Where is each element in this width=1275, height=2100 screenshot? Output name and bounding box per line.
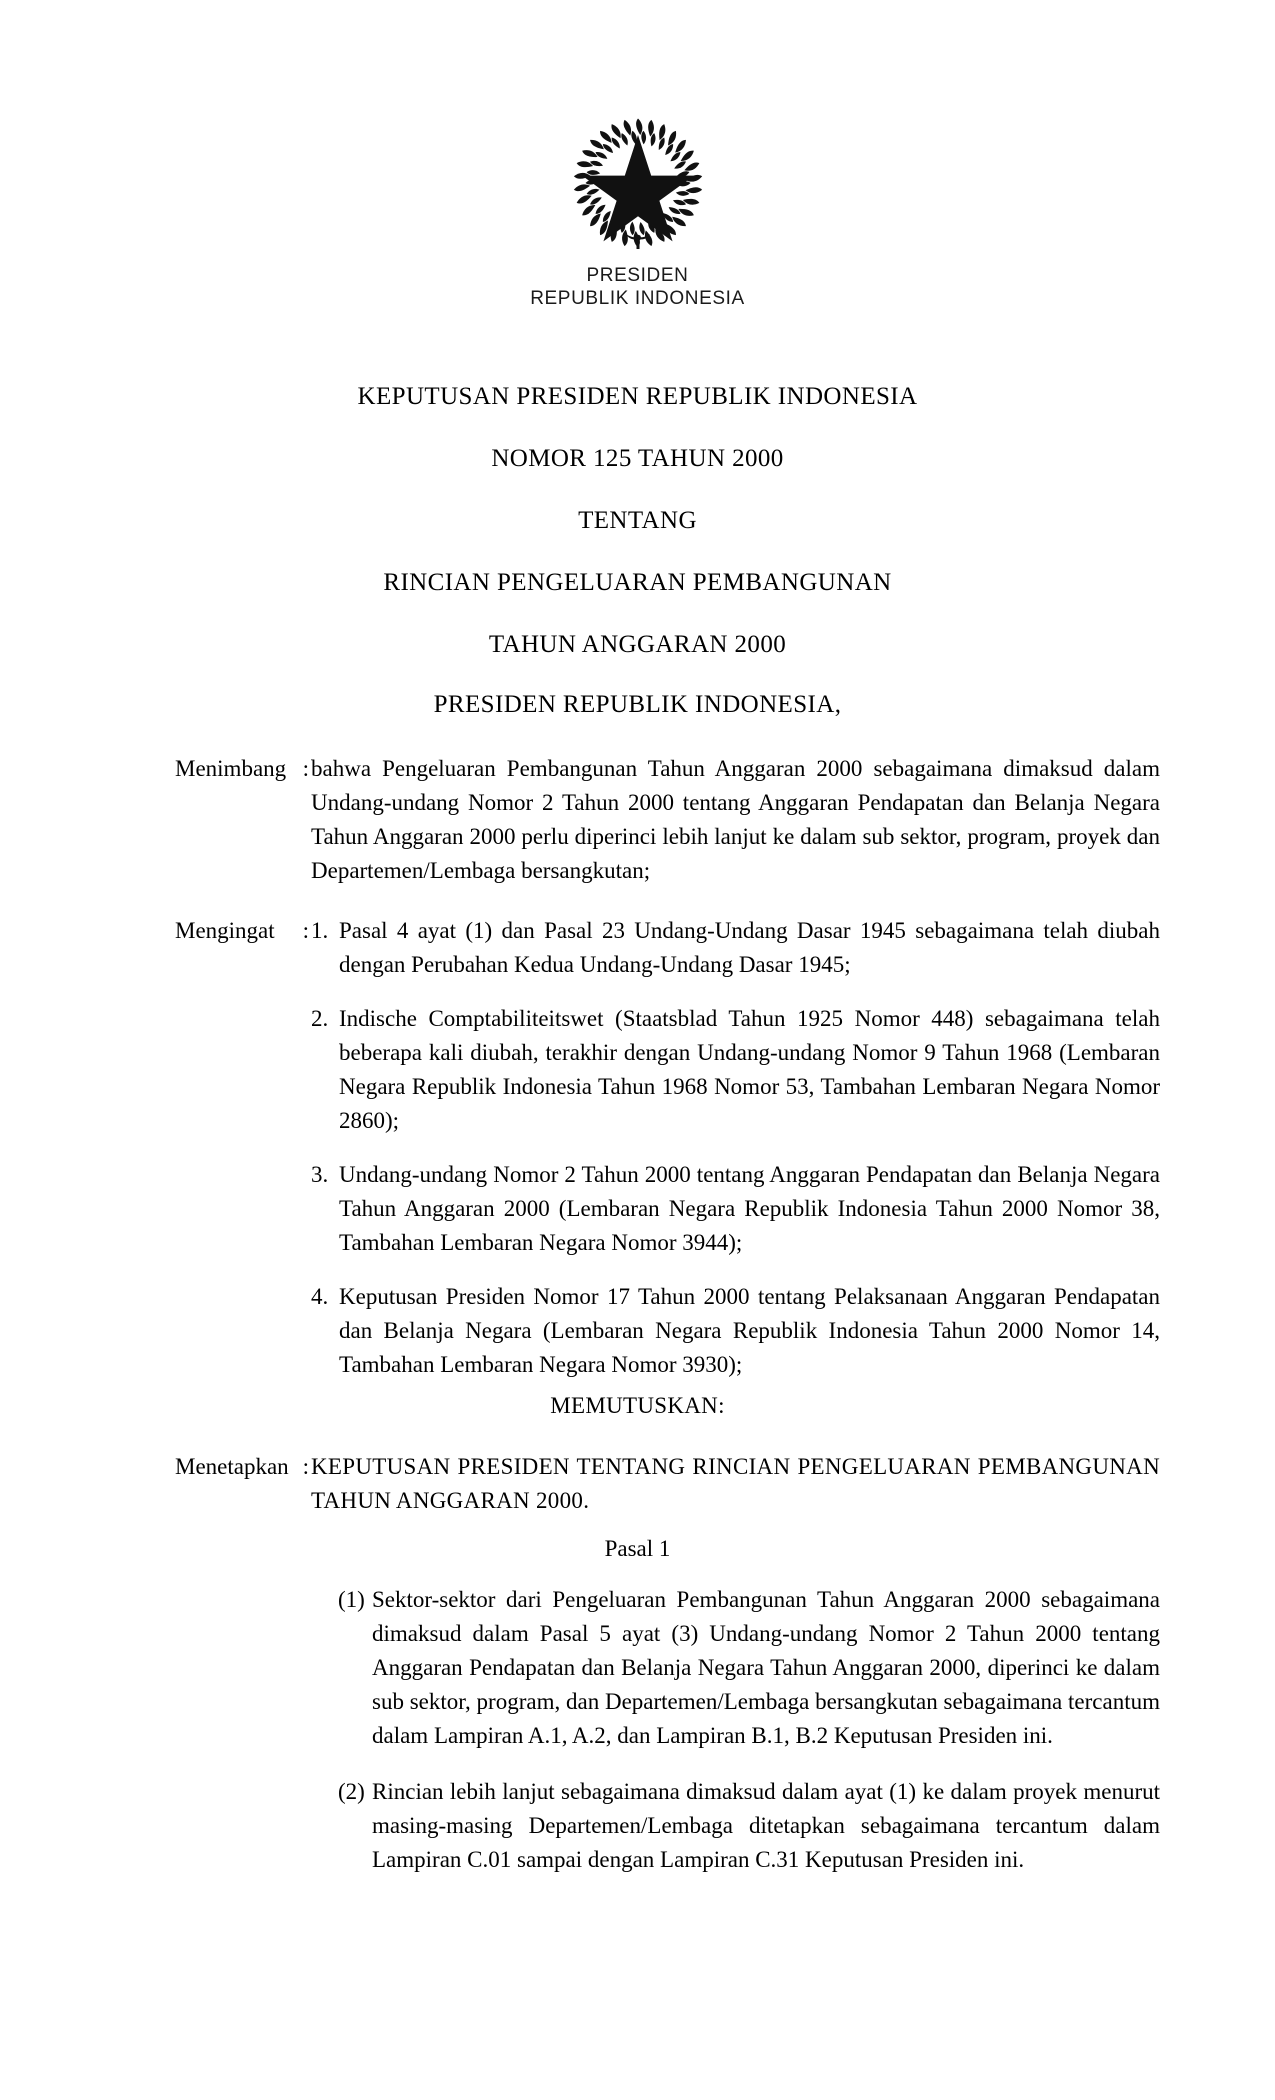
- menimbang-text: bahwa Pengeluaran Pembangunan Tahun Anggaran 2000 sebagaimana dimaksud dalam Undang-undang Nomor 2 Tahun 2000 tentang Anggaran Pendapatan dan Belanja Negara Tahun Anggaran 2000 perlu diperinci lebih lanjut ke dalam sub sektor, program, proyek dan Departemen/Lembaga bersangkutan;: [311, 756, 1160, 883]
- mengingat-label: [175, 914, 311, 948]
- list-item-text: Undang-undang Nomor 2 Tahun 2000 tentang Anggaran Pendapatan dan Belanja Negara Tahun Anggaran 2000 (Lembaran Negara Republik Indonesia Tahun 2000 Nomor 38, Tambahan Lembaran Negara Nomor 3944);: [339, 1162, 1160, 1255]
- ayat-marker: (1): [338, 1587, 365, 1612]
- title-keputusan-presiden: KEPUTUSAN PRESIDEN REPUBLIK INDONESIA: [357, 383, 918, 410]
- list-item-text: Keputusan Presiden Nomor 17 Tahun 2000 tentang Pelaksanaan Anggaran Pendapatan dan Belanja Negara (Lembaran Negara Republik Indonesia Tahun 2000 Nomor 14, Tambahan Lembaran Negara Nomor 3930);: [339, 1284, 1160, 1377]
- menetapkan-text: KEPUTUSAN PRESIDEN TENTANG RINCIAN PENGELUARAN PEMBANGUNAN TAHUN ANGGARAN 2000.: [311, 1454, 1160, 1513]
- menimbang-label-text: Menimbang: [175, 756, 287, 781]
- letterhead-line-presiden: PRESIDEN: [586, 265, 689, 286]
- list-item: [311, 914, 1160, 982]
- menimbang-body: [311, 752, 1160, 888]
- list-item-text: Pasal 4 ayat (1) dan Pasal 23 Undang-Undang Dasar 1945 sebagaimana telah diubah dengan Perubahan Kedua Undang-Undang Dasar 1945;: [339, 918, 1160, 977]
- list-item-marker: 3.: [311, 1162, 329, 1187]
- list-item-marker: 2.: [311, 1006, 329, 1031]
- menimbang-label: [175, 752, 311, 786]
- list-item: [338, 1775, 1160, 1877]
- menetapkan-row: [175, 1450, 1160, 1518]
- ayat-text: Rincian lebih lanjut sebagaimana dimaksud dalam ayat (1) ke dalam proyek menurut masing-masing Departemen/Lembaga ditetapkan sebagaimana tercantum dalam Lampiran C.01 sampai dengan Lampiran C.31 Keputusan Presiden ini.: [372, 1779, 1160, 1872]
- list-item: [338, 1583, 1160, 1753]
- letterhead-line-republik-indonesia: REPUBLIK INDONESIA: [530, 288, 745, 309]
- mengingat-label-colon: :: [302, 918, 309, 943]
- mengingat-body: [311, 914, 1160, 1382]
- menetapkan-label: [175, 1450, 311, 1484]
- presidential-seal-icon: [0, 108, 1275, 258]
- menetapkan-label-colon: :: [302, 1454, 309, 1479]
- list-item: [311, 1158, 1160, 1260]
- title-subject: RINCIAN PENGELUARAN PEMBANGUNAN: [383, 569, 892, 596]
- ayat-text: Sektor-sektor dari Pengeluaran Pembangunan Tahun Anggaran 2000 sebagaimana dimaksud dalam Pasal 5 ayat (3) Undang-undang Nomor 2 Tahun 2000 tentang Anggaran Pendapatan dan Belanja Negara Tahun Anggaran 2000, diperinci ke dalam sub sektor, program, dan Departemen/Lembaga bersangkutan sebagaimana tercantum dalam Lampiran A.1, A.2, dan Lampiran B.1, B.2 Keputusan Presiden ini.: [372, 1587, 1160, 1748]
- title-tentang: TENTANG: [578, 507, 697, 534]
- list-item-marker: 1.: [311, 918, 329, 943]
- list-item: [311, 1002, 1160, 1138]
- letterhead-caption: [0, 264, 1275, 310]
- menimbang-row: [175, 752, 1160, 888]
- pasal-body: [338, 1583, 1160, 1877]
- menimbang-label-colon: :: [302, 756, 309, 781]
- document-title-block: [0, 382, 1275, 660]
- pasal-heading: Pasal 1: [604, 1536, 671, 1561]
- issuing-authority: PRESIDEN REPUBLIK INDONESIA,: [433, 691, 842, 718]
- menetapkan-label-text: Menetapkan: [175, 1454, 289, 1479]
- menetapkan-body: [311, 1450, 1160, 1518]
- menetapkan-section: [175, 1450, 1160, 1518]
- ayat-marker: (2): [338, 1779, 365, 1804]
- mengingat-row: [175, 914, 1160, 1382]
- list-item-text: Indische Comptabiliteitswet (Staatsblad Tahun 1925 Nomor 448) sebagaimana telah beberapa kali diubah, terakhir dengan Undang-undang Nomor 9 Tahun 1968 (Lembaran Negara Republik Indonesia Tahun 1968 Nomor 53, Tambahan Lembaran Negara Nomor 2860);: [339, 1006, 1160, 1133]
- list-item: [311, 1280, 1160, 1382]
- preamble-section: [175, 752, 1160, 1408]
- memutuskan-heading: MEMUTUSKAN:: [550, 1393, 725, 1418]
- mengingat-label-text: Mengingat: [175, 918, 275, 943]
- letterhead: [0, 108, 1275, 310]
- title-nomor-tahun: NOMOR 125 TAHUN 2000: [491, 445, 784, 472]
- list-item-marker: 4.: [311, 1284, 329, 1309]
- mengingat-list: [311, 914, 1160, 1382]
- title-tahun-anggaran: TAHUN ANGGARAN 2000: [488, 631, 787, 658]
